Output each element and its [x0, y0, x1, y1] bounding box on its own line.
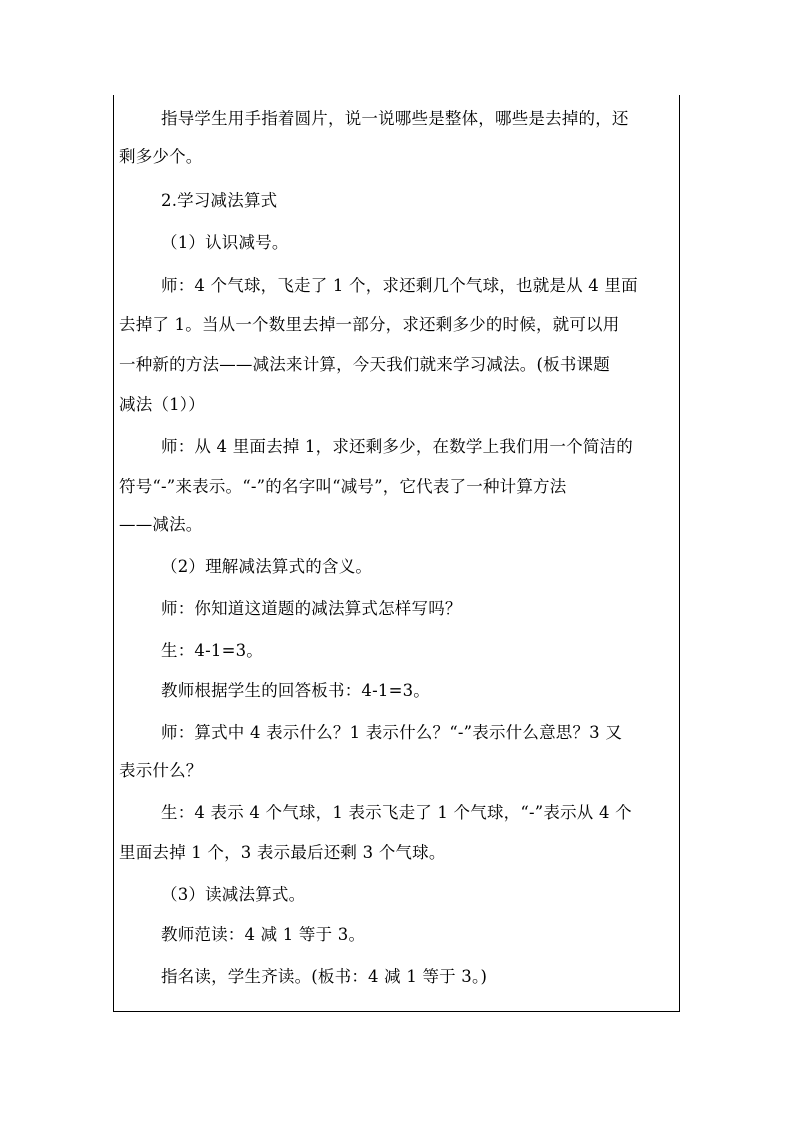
- text-line-9: 师：从 4 里面去掉 1，求还剩多少，在数学上我们用一个简洁的: [161, 437, 633, 456]
- text-line-22: 指名读，学生齐读。(板书：4 减 1 等于 3。): [161, 967, 488, 986]
- text-line-14: 生：4-1=3。: [161, 641, 263, 660]
- text-line-10: 符号“-”来表示。“-”的名字叫“减号”，它代表了一种计算方法: [119, 477, 567, 496]
- subheading-2: （2）理解减法算式的含义。: [161, 557, 373, 576]
- text-line-13: 师：你知道这道题的减法算式怎样写吗？: [161, 599, 462, 618]
- text-line-6: 去掉了 1。当从一个数里去掉一部分，求还剩多少的时候，就可以用: [119, 315, 620, 334]
- subheading-3: （3）读减法算式。: [161, 885, 306, 904]
- text-line-21: 教师范读：4 减 1 等于 3。: [161, 925, 366, 944]
- text-line-8: 减法（1））: [119, 395, 205, 414]
- text-line-15: 教师根据学生的回答板书：4-1=3。: [161, 681, 430, 700]
- text-line-5: 师：4 个气球，飞走了 1 个，求还剩几个气球，也就是从 4 里面: [161, 276, 638, 295]
- text-line-11: ——减法。: [119, 515, 203, 534]
- text-line-7: 一种新的方法——减法来计算，今天我们就来学习减法。(板书课题: [119, 355, 610, 374]
- text-line-18: 生：4 表示 4 个气球，1 表示飞走了 1 个气球，“-”表示从 4 个: [161, 803, 632, 822]
- text-line-1: 指导学生用手指着圆片，说一说哪些是整体，哪些是去掉的，还: [161, 109, 629, 128]
- text-line-17: 表示什么？: [119, 761, 203, 780]
- section-heading-2: 2.学习减法算式: [161, 191, 278, 210]
- text-line-16: 师：算式中 4 表示什么？1 表示什么？“-”表示什么意思？3 又: [161, 723, 623, 742]
- text-line-2: 剩多少个。: [119, 147, 203, 166]
- subheading-1: （1）认识减号。: [161, 233, 289, 252]
- text-line-19: 里面去掉 1 个，3 表示最后还剩 3 个气球。: [119, 843, 446, 862]
